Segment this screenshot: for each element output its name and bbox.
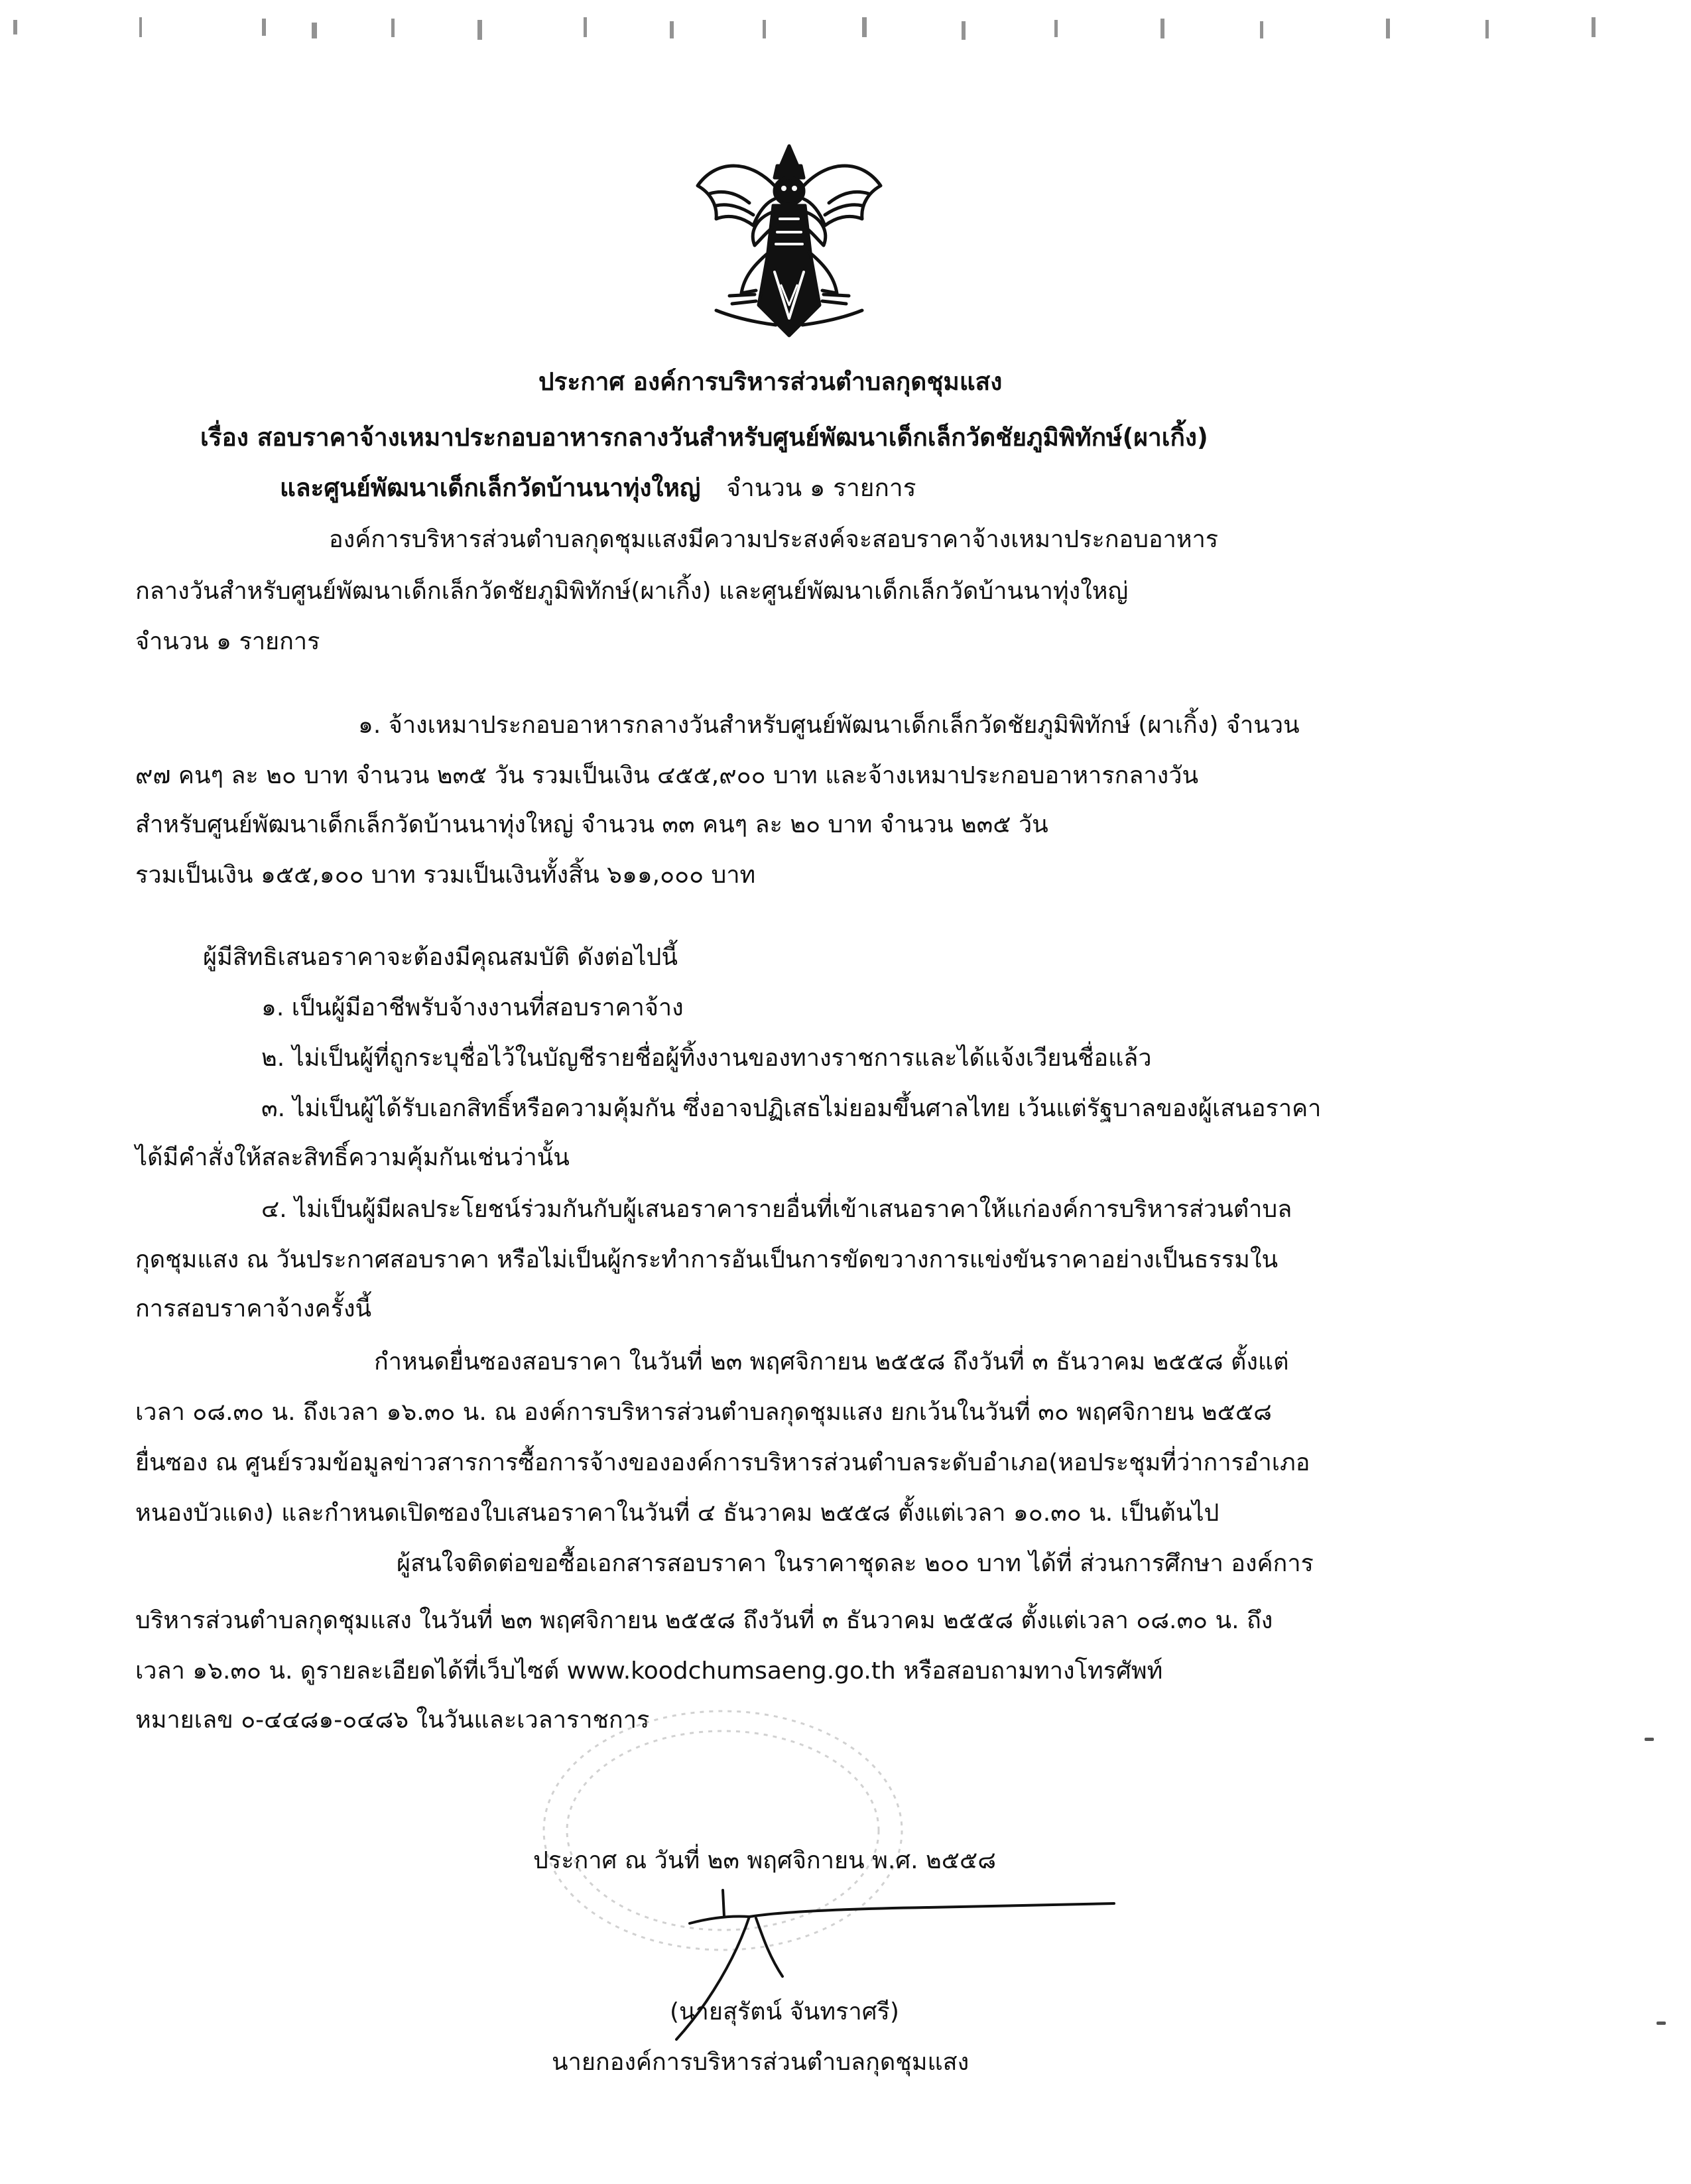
item-line: สำหรับศูนย์พัฒนาเด็กเล็กวัดบ้านนาทุ่งใหญ่ จำนวน ๓๓ คนๆ ละ ๒๐ บาท จำนวน ๒๓๕ วัน <box>135 811 1048 838</box>
qualification-4: ๔. ไม่เป็นผู้มีผลประโยชน์ร่วมกันกับผู้เสนอราคารายอื่นที่เข้าเสนอราคาให้แก่องค์การบริหารส่วนตำบล <box>261 1196 1292 1223</box>
purchase-line: บริหารส่วนตำบลกุดชุมแสง ในวันที่ ๒๓ พฤศจิกายน ๒๕๕๘ ถึงวันที่ ๓ ธันวาคม ๒๕๕๘ ตั้งแต่เวลา ๐๘.๓๐ น. ถึง <box>135 1607 1273 1634</box>
announcement-date: ประกาศ ณ วันที่ ๒๓ พฤศจิกายน พ.ศ. ๒๕๕๘ <box>533 1847 996 1874</box>
qualification-4-continued: การสอบราคาจ้างครั้งนี้ <box>135 1295 372 1322</box>
purchase-line: เวลา ๑๖.๓๐ น. ดูรายละเอียดได้ที่เว็บไซต์ www.koodchumsaeng.go.th หรือสอบถามทางโทรศัพท์ <box>135 1657 1163 1685</box>
qualification-3-continued: ได้มีคำสั่งให้สละสิทธิ์ความคุ้มกันเช่นว่านั้น <box>135 1144 570 1171</box>
qualification-3: ๓. ไม่เป็นผู้ได้รับเอกสิทธิ์หรือความคุ้มกัน ซึ่งอาจปฏิเสธไม่ยอมขึ้นศาลไทย เว้นแต่รัฐบาลของผู้เสนอราคา <box>261 1095 1322 1122</box>
qualification-1: ๑. เป็นผู้มีอาชีพรับจ้างงานที่สอบราคาจ้าง <box>261 994 684 1021</box>
purchase-line: ผู้สนใจติดต่อขอซื้อเอกสารสอบราคา ในราคาชุดละ ๒๐๐ บาท ได้ที่ ส่วนการศึกษา องค์การ <box>397 1550 1314 1577</box>
item-line: ๙๗ คนๆ ละ ๒๐ บาท จำนวน ๒๓๕ วัน รวมเป็นเงิน ๔๕๕,๙๐๐ บาท และจ้างเหมาประกอบอาหารกลางวัน <box>135 762 1199 789</box>
item-line: ๑. จ้างเหมาประกอบอาหารกลางวันสำหรับศูนย์พัฒนาเด็กเล็กวัดชัยภูมิพิทักษ์ (ผาเกิ้ง) จำนวน <box>358 712 1300 739</box>
purchase-line: หมายเลข ๐-๔๔๘๑-๐๔๘๖ ในวันและเวลาราชการ <box>135 1706 650 1734</box>
announcement-subject-continued <box>280 472 916 504</box>
qualification-4-continued: กุดชุมแสง ณ วันประกาศสอบราคา หรือไม่เป็นผู้กระทำการอันเป็นการขัดขวางการแข่งขันราคาอย่างเป็นธรรมใน <box>135 1246 1279 1273</box>
submission-line: เวลา ๐๘.๓๐ น. ถึงเวลา ๑๖.๓๐ น. ณ องค์การบริหารส่วนตำบลกุดชุมแสง ยกเว้นในวันที่ ๓๐ พฤศจิกายน ๒๕๕๘ <box>135 1399 1272 1426</box>
garuda-emblem <box>690 139 889 345</box>
item-line: รวมเป็นเงิน ๑๕๕,๑๐๐ บาท รวมเป็นเงินทั้งสิ้น ๖๑๑,๐๐๐ บาท <box>135 862 756 889</box>
signer-position: นายกองค์การบริหารส่วนตำบลกุดชุมแสง <box>552 2049 970 2076</box>
submission-line: ยื่นซอง ณ ศูนย์รวมข้อมูลข่าวสารการซื้อการจ้างขององค์การบริหารส่วนตำบลระดับอำเภอ(หอประชุมที่ว่าการอำเภอ <box>135 1449 1310 1476</box>
scan-speck <box>1645 1738 1654 1741</box>
intro-line: กลางวันสำหรับศูนย์พัฒนาเด็กเล็กวัดชัยภูมิพิทักษ์(ผาเกิ้ง) และศูนย์พัฒนาเด็กเล็กวัดบ้านนาทุ่งใหญ่ <box>135 578 1129 605</box>
scan-speck <box>1657 2022 1666 2025</box>
qualifications-heading: ผู้มีสิทธิเสนอราคาจะต้องมีคุณสมบัติ ดังต่อไปนี้ <box>203 944 678 971</box>
subject-continued-text: และศูนย์พัฒนาเด็กเล็กวัดบ้านนาทุ่งใหญ่ <box>280 474 701 502</box>
intro-line: องค์การบริหารส่วนตำบลกุดชุมแสงมีความประสงค์จะสอบราคาจ้างเหมาประกอบอาหาร <box>329 526 1219 553</box>
submission-line: กำหนดยื่นซองสอบราคา ในวันที่ ๒๓ พฤศจิกายน ๒๕๕๘ ถึงวันที่ ๓ ธันวาคม ๒๕๕๘ ตั้งแต่ <box>374 1348 1289 1376</box>
signer-name: (นายสุรัตน์ จันทราศรี) <box>670 1998 899 2025</box>
qualification-2: ๒. ไม่เป็นผู้ที่ถูกระบุชื่อไว้ในบัญชีรายชื่อผู้ทิ้งงานของทางราชการและได้แจ้งเวียนชื่อแล้ว <box>261 1045 1152 1072</box>
intro-line: จำนวน ๑ รายการ <box>135 628 320 655</box>
submission-line: หนองบัวแดง) และกำหนดเปิดซองใบเสนอราคาในวันที่ ๔ ธันวาคม ๒๕๕๘ ตั้งแต่เวลา ๑๐.๓๐ น. เป็นต้นไป <box>135 1500 1220 1527</box>
announcement-title: ประกาศ องค์การบริหารส่วนตำบลกุดชุมแสง <box>538 367 1003 396</box>
scan-noise <box>0 0 1691 60</box>
subject-count: จำนวน ๑ รายการ <box>726 474 916 502</box>
announcement-subject: เรื่อง สอบราคาจ้างเหมาประกอบอาหารกลางวันสำหรับศูนย์พัฒนาเด็กเล็กวัดชัยภูมิพิทักษ์(ผาเกิ้ง) <box>200 423 1208 452</box>
